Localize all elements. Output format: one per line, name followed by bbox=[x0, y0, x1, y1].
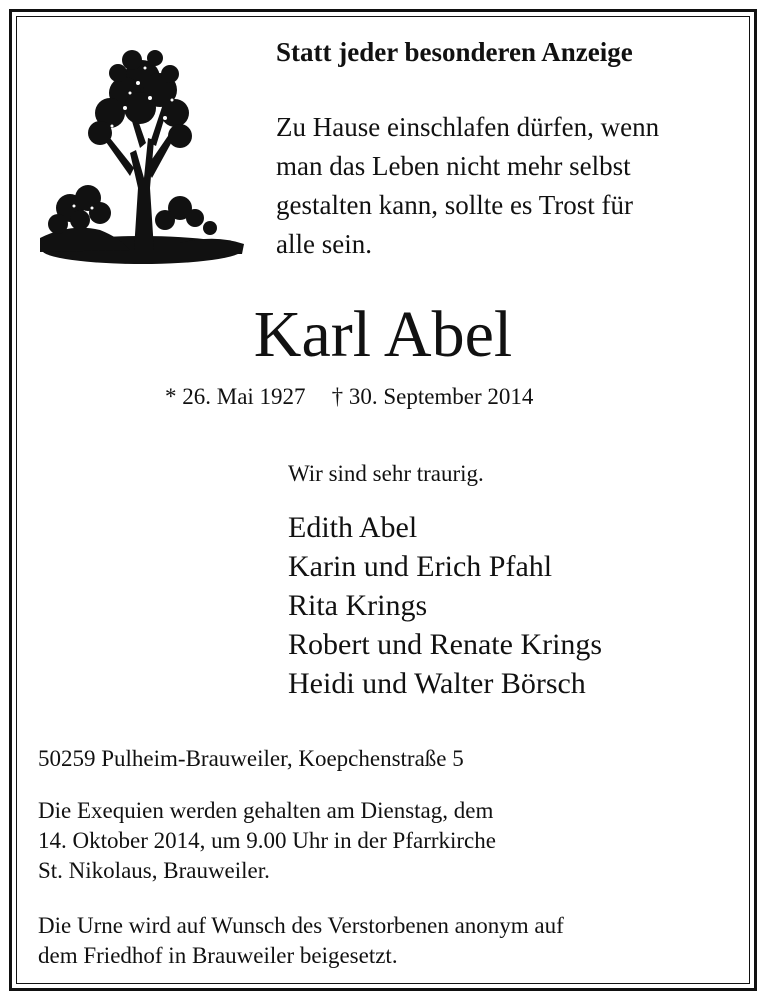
death-date: † 30. September 2014 bbox=[331, 384, 534, 409]
life-dates bbox=[165, 382, 533, 412]
quote-line: Zu Hause einschlafen dürfen, wenn bbox=[276, 112, 660, 142]
mourner: Karin und Erich Pfahl bbox=[288, 550, 553, 583]
deceased-name: Karl Abel bbox=[253, 298, 513, 371]
quote-line: alle sein. bbox=[276, 229, 372, 259]
sentiment-text: Wir sind sehr traurig. bbox=[288, 461, 484, 486]
service-info bbox=[38, 796, 496, 886]
service-line: St. Nikolaus, Brauweiler. bbox=[38, 858, 270, 883]
urn-line: dem Friedhof in Brauweiler beigesetzt. bbox=[38, 943, 398, 968]
quote-line: gestalten kann, sollte es Trost für bbox=[276, 190, 633, 220]
mourner: Robert und Renate Krings bbox=[288, 628, 603, 661]
mourner: Rita Krings bbox=[288, 589, 428, 622]
tree-icon bbox=[30, 38, 250, 270]
service-line: Die Exequien werden gehalten am Dienstag, dem bbox=[38, 798, 494, 823]
urn-info bbox=[38, 911, 564, 971]
page-title: Statt jeder besonderen Anzeige bbox=[276, 37, 633, 67]
mourner: Heidi und Walter Börsch bbox=[288, 667, 586, 700]
birth-date: * 26. Mai 1927 bbox=[165, 384, 306, 409]
mourners-list bbox=[288, 508, 602, 703]
mourner: Edith Abel bbox=[288, 511, 418, 544]
address: 50259 Pulheim-Brauweiler, Koepchenstraße 5 bbox=[38, 746, 464, 771]
urn-line: Die Urne wird auf Wunsch des Verstorbenen anonym auf bbox=[38, 913, 564, 938]
quote bbox=[276, 108, 736, 264]
quote-line: man das Leben nicht mehr selbst bbox=[276, 151, 631, 181]
service-line: 14. Oktober 2014, um 9.00 Uhr in der Pfarrkirche bbox=[38, 828, 496, 853]
